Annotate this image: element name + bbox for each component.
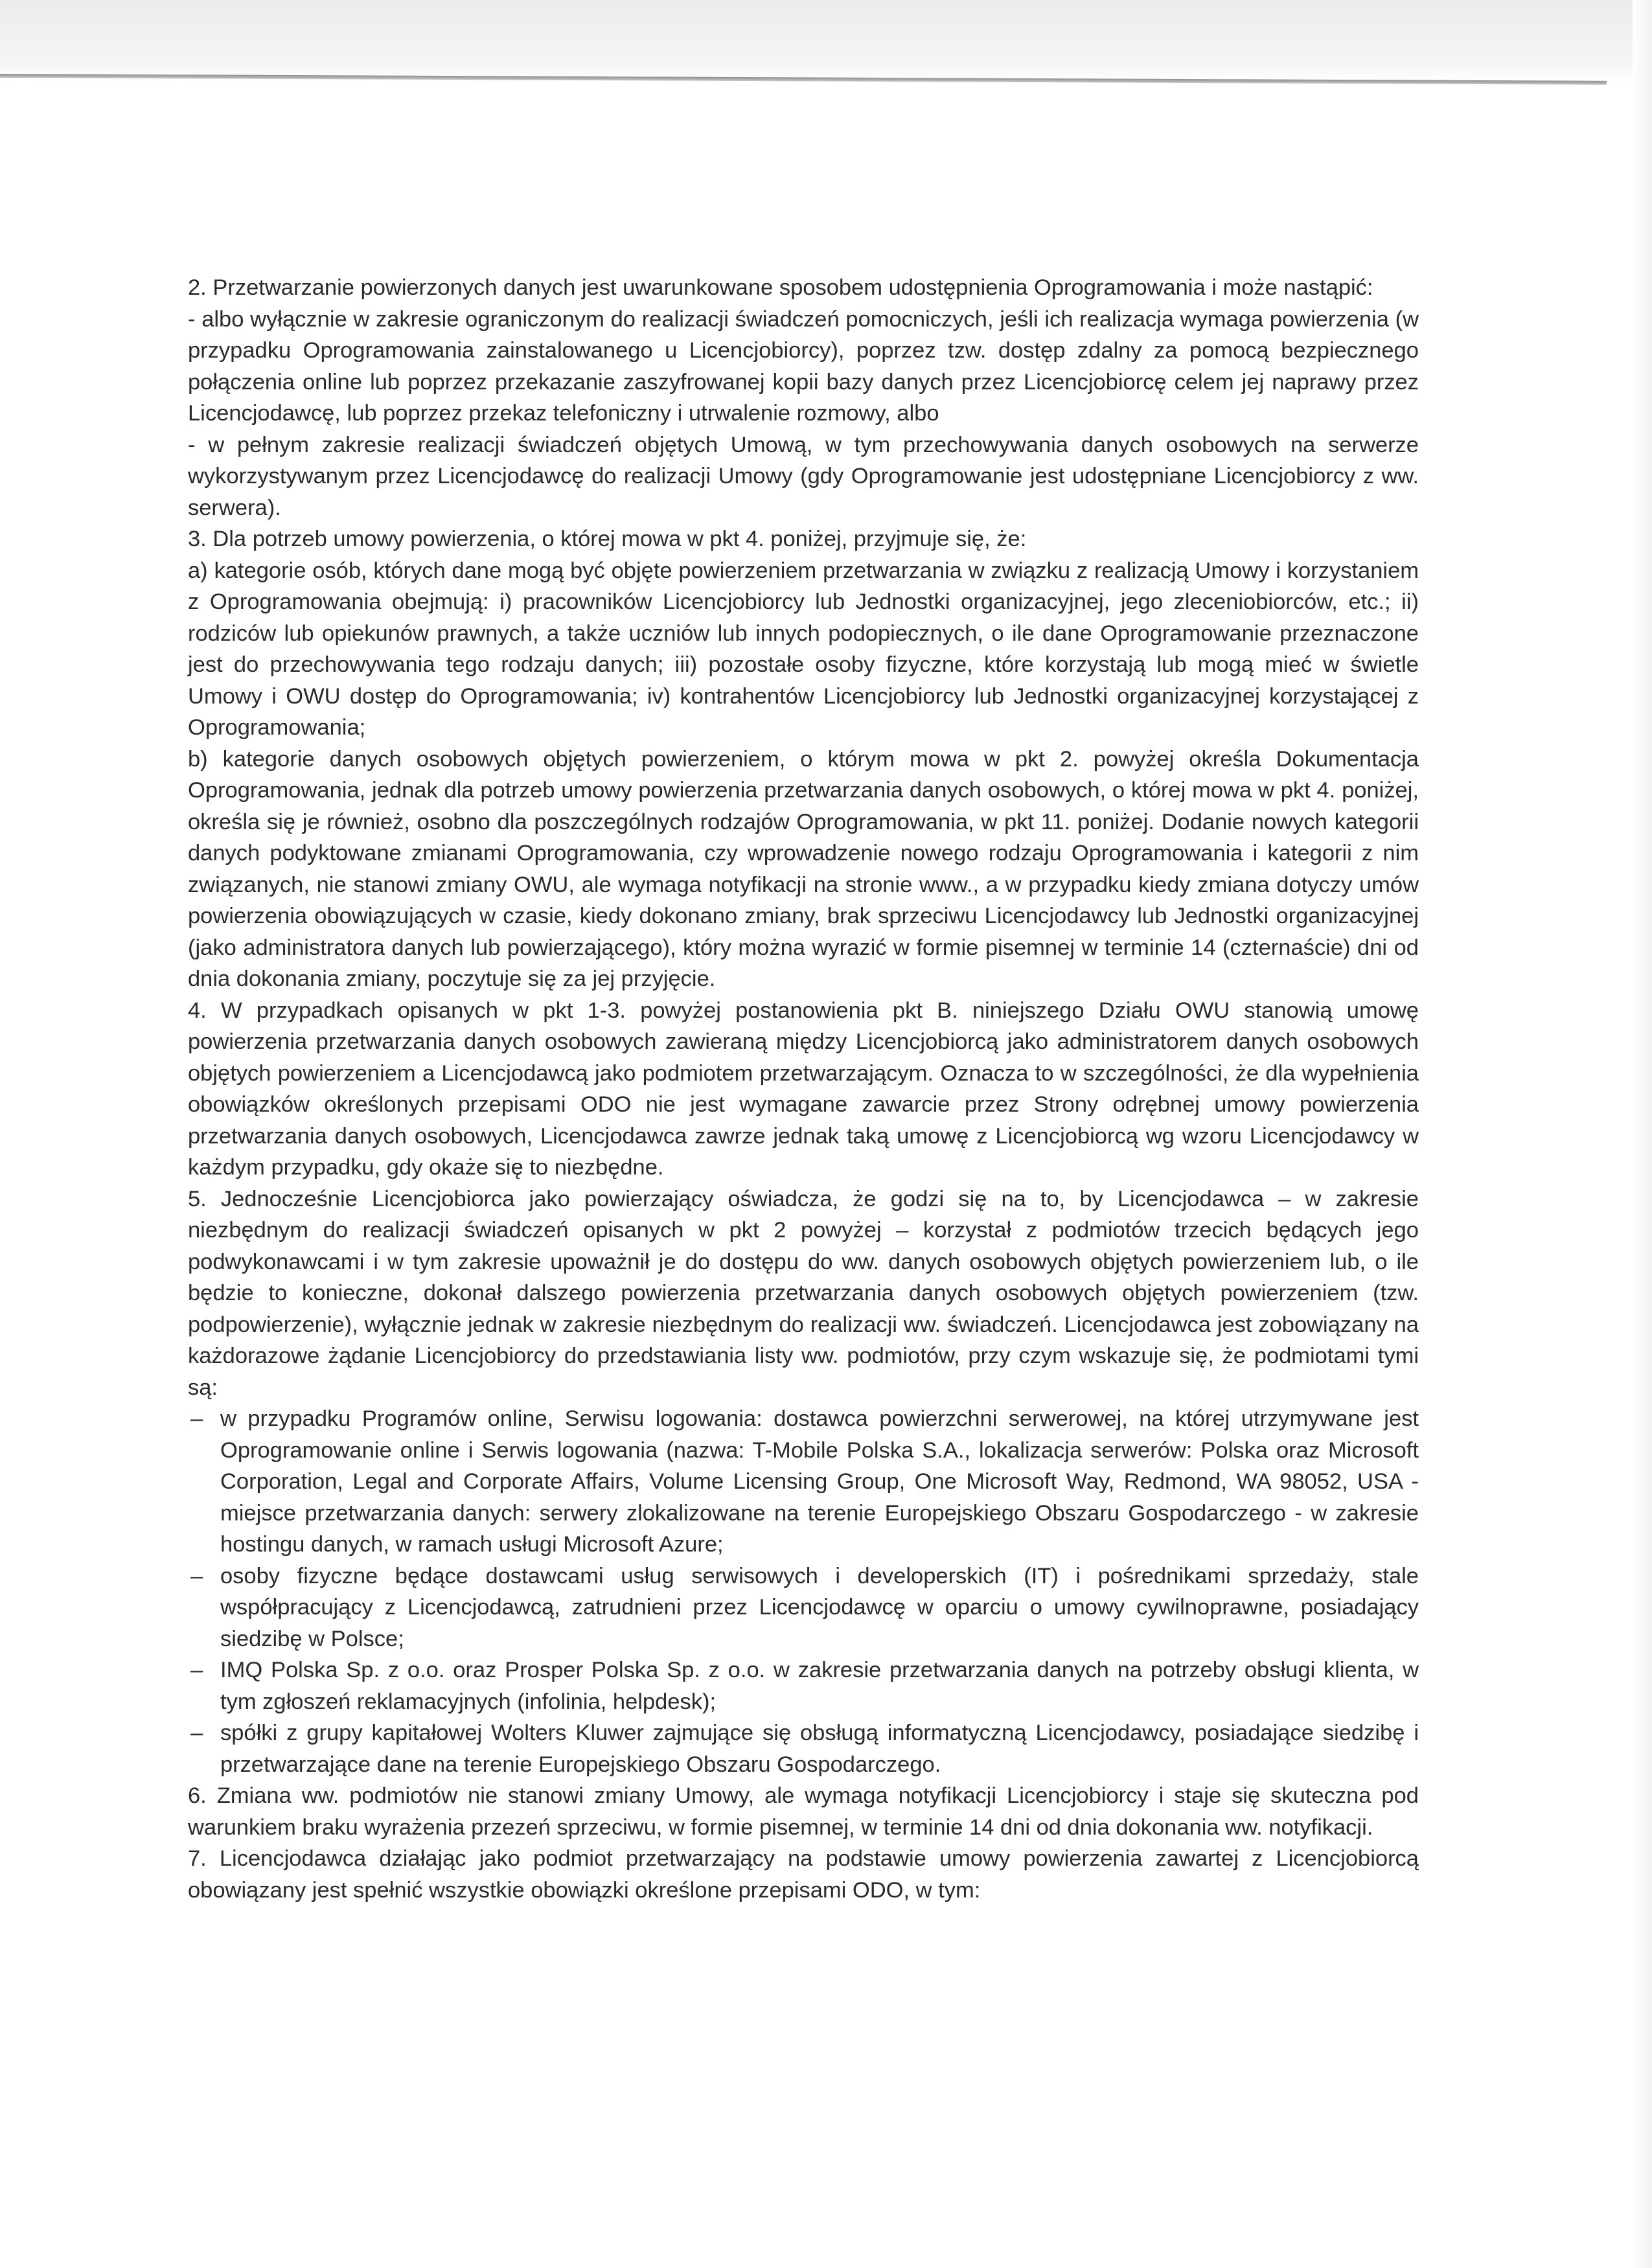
paragraph-5: 5. Jednocześnie Licencjobiorca jako powierzający oświadcza, że godzi się na to, by Licencjodawca – w zakresie niezbędnym do realizacji świadczeń opisanych w pkt 2 powyżej – korzystał z podmiotów trzecich będących jego podwykonawcami i w tym zakresie upoważnił je do dostępu do ww. danych osobowych objętych powierzeniem lub, o ile będzie to konieczne, dokonał dalszego powierzenia przetwarzania danych osobowych objętych powierzeniem (tzw. podpowierzenie), wyłącznie jednak w zakresie niezbędnym do realizacji ww. świadczeń. Licencjodawca jest zobowiązany na każdorazowe żądanie Licencjobiorcy do przedstawiania listy ww. podmiotów, przy czym wskazuje się, że podmiotami tymi są: (188, 1186, 1419, 1400)
dash-bullet: – (190, 1563, 203, 1588)
document-page (188, 272, 1419, 1906)
paragraph-2-option-a: - albo wyłącznie w zakresie ograniczonym do realizacji świadczeń pomocniczych, jeśli ich realizacja wymaga powierzenia (w przypadku Oprogramowania zainstalowanego u Licencjobiorcy), poprzez tzw. dostęp zdalny za pomocą bezpiecznego połączenia online lub poprzez przekazanie zaszyfrowanej kopii bazy danych przez Licencjobiorcę celem jej naprawy przez Licencjodawcę, lub poprzez przekaz telefoniczny i utrwalenie rozmowy, albo (188, 306, 1419, 426)
subprocessor-list (188, 1403, 1419, 1780)
paragraph-7: 7. Licencjodawca działając jako podmiot przetwarzający na podstawie umowy powierzenia zawartej z Licencjobiorcą obowiązany jest spełnić wszystkie obowiązki określone przepisami ODO, w tym: (188, 1846, 1419, 1903)
scan-right-shadow (1633, 0, 1652, 2268)
list-item-text: w przypadku Programów online, Serwisu logowania: dostawca powierzchni serwerowej, na której utrzymywane jest Oprogramowanie online i Serwis logowania (nazwa: T-Mobile Polska S.A., lokalizacja serwerów: Polska oraz Microsoft Corporation, Legal and Corporate Affairs, Volume Licensing Group, One Microsoft Way, Redmond, WA 98052, USA - miejsce przetwarzania danych: serwery zlokalizowane na terenie Europejskiego Obszaru Gospodarczego - w zakresie hostingu danych, w ramach usługi Microsoft Azure; (220, 1406, 1419, 1557)
scan-top-shadow (0, 0, 1652, 83)
dash-bullet: – (190, 1721, 203, 1745)
dash-bullet: – (190, 1658, 203, 1682)
paragraph-2: 2. Przetwarzanie powierzonych danych jest uwarunkowane sposobem udostępnienia Oprogramowania i może nastąpić: (188, 275, 1373, 300)
paragraph-3b: b) kategorie danych osobowych objętych powierzeniem, o którym mowa w pkt 2. powyżej określa Dokumentacja Oprogramowania, jednak dla potrzeb umowy powierzenia przetwarzania danych osobowych, o której mowa w pkt 4. poniżej, określa się je również, osobno dla poszczególnych rodzajów Oprogramowania, w pkt 11. poniżej. Dodanie nowych kategorii danych podyktowane zmianami Oprogramowania, czy wprowadzenie nowego rodzaju Oprogramowania i kategorii z nim związanych, nie stanowi zmiany OWU, ale wymaga notyfikacji na stronie www., a w przypadku kiedy zmiana dotyczy umów powierzenia obowiązujących w czasie, kiedy dokonano zmiany, brak sprzeciwu Licencjodawcy lub Jednostki organizacyjnej (jako administratora danych lub powierzającego), który można wyrazić w formie pisemnej w terminie 14 (czternaście) dni od dnia dokonania zmiany, poczytuje się za jej przyjęcie. (188, 746, 1419, 991)
list-item (188, 1717, 1419, 1780)
paragraph-2-option-b: - w pełnym zakresie realizacji świadczeń objętych Umową, w tym przechowywania danych osobowych na serwerze wykorzystywanym przez Licencjodawcę do realizacji Umowy (gdy Oprogramowanie jest udostępniane Licencjobiorcy z ww. serwera). (188, 432, 1419, 520)
dash-bullet: – (190, 1406, 203, 1431)
list-item-text: osoby fizyczne będące dostawcami usług serwisowych i developerskich (IT) i pośrednikami sprzedaży, stale współpracujący z Licencjodawcą, zatrudnieni przez Licencjodawcę w oparciu o umowy cywilnoprawne, posiadający siedzibę w Polsce; (220, 1563, 1419, 1651)
list-item (188, 1655, 1419, 1717)
list-item (188, 1561, 1419, 1655)
list-item-text: IMQ Polska Sp. z o.o. oraz Prosper Polska Sp. z o.o. w zakresie przetwarzania danych na potrzeby obsługi klienta, w tym zgłoszeń reklamacyjnych (infolinia, helpdesk); (220, 1658, 1419, 1714)
paragraph-3a: a) kategorie osób, których dane mogą być objęte powierzeniem przetwarzania w związku z realizacją Umowy i korzystaniem z Oprogramowania obejmują: i) pracowników Licencjobiorcy lub Jednostki organizacyjnej, jego zleceniobiorców, etc.; ii) rodziców lub opiekunów prawnych, a także uczniów lub innych podopiecznych, o ile dane Oprogramowanie przeznaczone jest do przechowywania tego rodzaju danych; iii) pozostałe osoby fizyczne, które korzystają lub mogą mieć w świetle Umowy i OWU dostęp do Oprogramowania; iv) kontrahentów Licencjobiorcy lub Jednostki organizacyjnej korzystającej z Oprogramowania; (188, 558, 1419, 740)
paragraph-3: 3. Dla potrzeb umowy powierzenia, o której mowa w pkt 4. poniżej, przyjmuje się, że: (188, 527, 1027, 551)
paragraph-4: 4. W przypadkach opisanych w pkt 1-3. powyżej postanowienia pkt B. niniejszego Działu OWU stanowią umowę powierzenia przetwarzania danych osobowych zawieraną między Licencjobiorcą jako administratorem danych osobowych objętych powierzeniem a Licencjodawcą jako podmiotem przetwarzającym. Oznacza to w szczególności, że dla wypełnienia obowiązków określonych przepisami ODO nie jest wymagane zawarcie przez Strony odrębnej umowy powierzenia przetwarzania danych osobowych, Licencjodawca zawrze jednak taką umowę z Licencjobiorcą wg wzoru Licencjodawcy w każdym przypadku, gdy okaże się to niezbędne. (188, 998, 1419, 1180)
paragraph-6: 6. Zmiana ww. podmiotów nie stanowi zmiany Umowy, ale wymaga notyfikacji Licencjobiorcy i staje się skuteczna pod warunkiem braku wyrażenia przezeń sprzeciwu, w formie pisemnej, w terminie 14 dni od dnia dokonania ww. notyfikacji. (188, 1783, 1419, 1840)
list-item (188, 1403, 1419, 1561)
list-item-text: spółki z grupy kapitałowej Wolters Kluwer zajmujące się obsługą informatyczną Licencjodawcy, posiadające siedzibę i przetwarzające dane na terenie Europejskiego Obszaru Gospodarczego. (220, 1721, 1419, 1777)
